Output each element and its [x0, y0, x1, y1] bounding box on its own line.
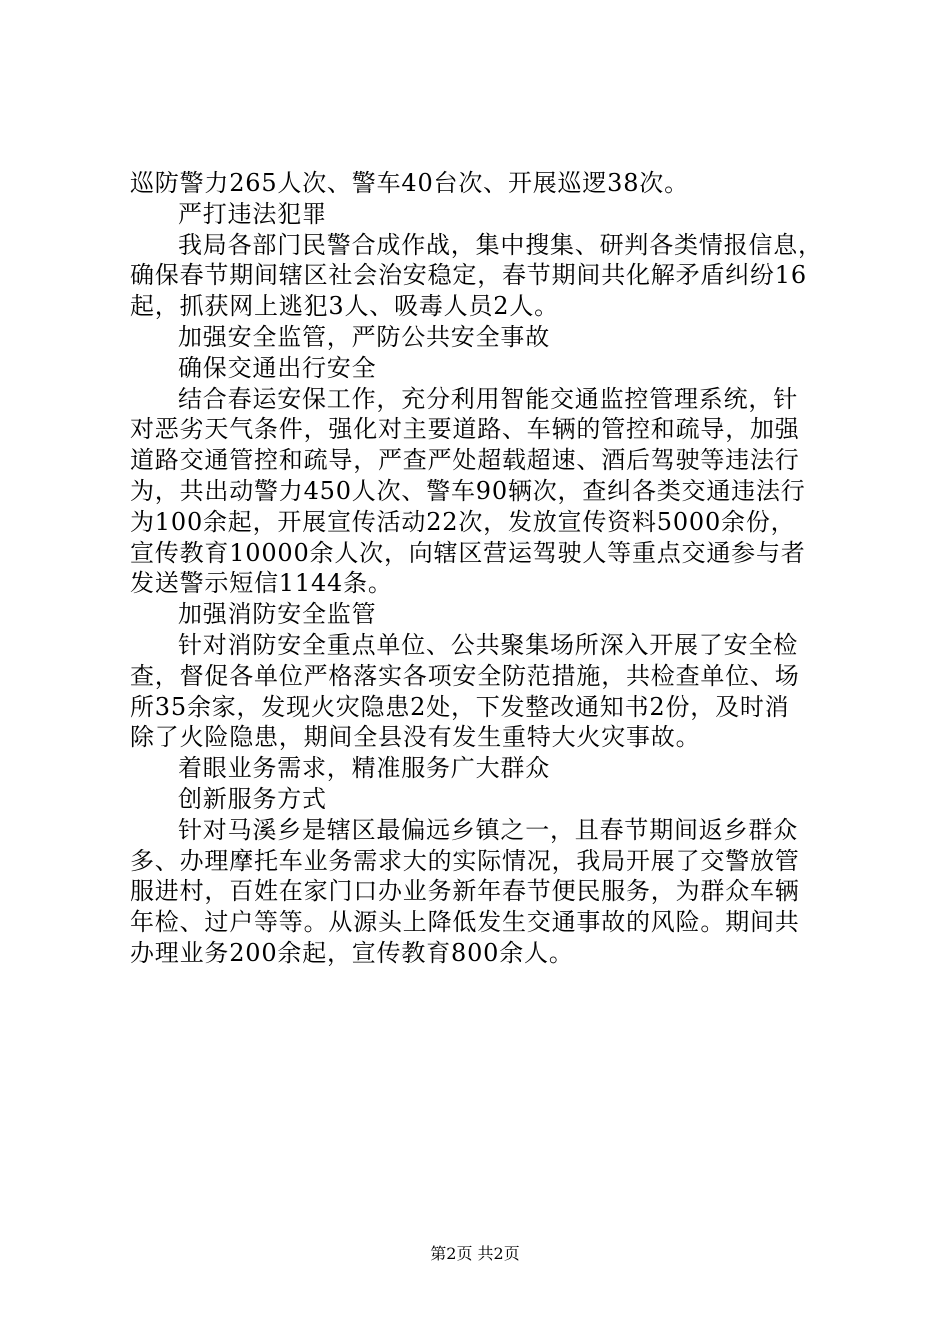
- subsection-heading: 创新服务方式: [178, 784, 327, 813]
- paragraph-line: 针对消防安全重点单位、公共聚集场所深入开展了安全检: [178, 630, 798, 659]
- paragraph-line: 道路交通管控和疏导，严查严处超载超速、酒后驾驶等违法行: [130, 446, 800, 475]
- page-footer: [0, 1244, 950, 1264]
- paragraph-line: 结合春运安保工作，充分利用智能交通监控管理系统，针: [178, 384, 798, 413]
- paragraph-line: 我局各部门民警合成作战，集中搜集、研判各类情报信息，: [178, 230, 823, 259]
- paragraph-line: 确保春节期间辖区社会治安稳定，春节期间共化解矛盾纠纷16: [130, 261, 807, 290]
- paragraph-line: 所35余家，发现火灾隐患2处，下发整改通知书2份，及时消: [130, 692, 790, 721]
- paragraph-line: 查，督促各单位严格落实各项安全防范措施，共检查单位、场: [130, 661, 800, 690]
- paragraph-line: 针对马溪乡是辖区最偏远乡镇之一，且春节期间返乡群众: [178, 815, 798, 844]
- text-line: 巡防警力265人次、警车40台次、开展巡逻38次。: [130, 169, 689, 197]
- paragraph-line: 办理业务200余起，宣传教育800余人。: [130, 938, 574, 967]
- subsection-heading: 加强消防安全监管: [178, 600, 377, 629]
- section-heading: 严打违法犯罪: [178, 199, 327, 228]
- subsection-heading: 确保交通出行安全: [178, 353, 377, 382]
- paragraph-line: 为，共出动警力450人次、警车90辆次，查纠各类交通违法行: [130, 476, 806, 505]
- paragraph-line: 除了火险隐患，期间全县没有发生重特大火灾事故。: [130, 723, 701, 752]
- paragraph-line: 宣传教育10000余人次，向辖区营运驾驶人等重点交通参与者: [130, 538, 806, 567]
- paragraph-line: 起，抓获网上逃犯3人、吸毒人员2人。: [130, 292, 559, 321]
- paragraph-line: 服进村，百姓在家门口办业务新年春节便民服务，为群众车辆: [130, 877, 800, 906]
- paragraph-line: 多、办理摩托车业务需求大的实际情况，我局开展了交警放管: [130, 846, 800, 875]
- section-heading: 着眼业务需求，精准服务广大群众: [178, 754, 550, 783]
- page-number: 第2页 共2页: [430, 1244, 520, 1263]
- section-heading: 加强安全监管，严防公共安全事故: [178, 322, 550, 351]
- paragraph-line: 对恶劣天气条件，强化对主要道路、车辆的管控和疏导，加强: [130, 415, 800, 444]
- paragraph-line: 年检、过户等等。从源头上降低发生交通事故的风险。期间共: [130, 908, 800, 937]
- paragraph-line: 为100余起，开展宣传活动22次，发放宣传资料5000余份，: [130, 507, 796, 536]
- document-body: [130, 168, 830, 969]
- paragraph-line: 发送警示短信1144条。: [130, 569, 393, 598]
